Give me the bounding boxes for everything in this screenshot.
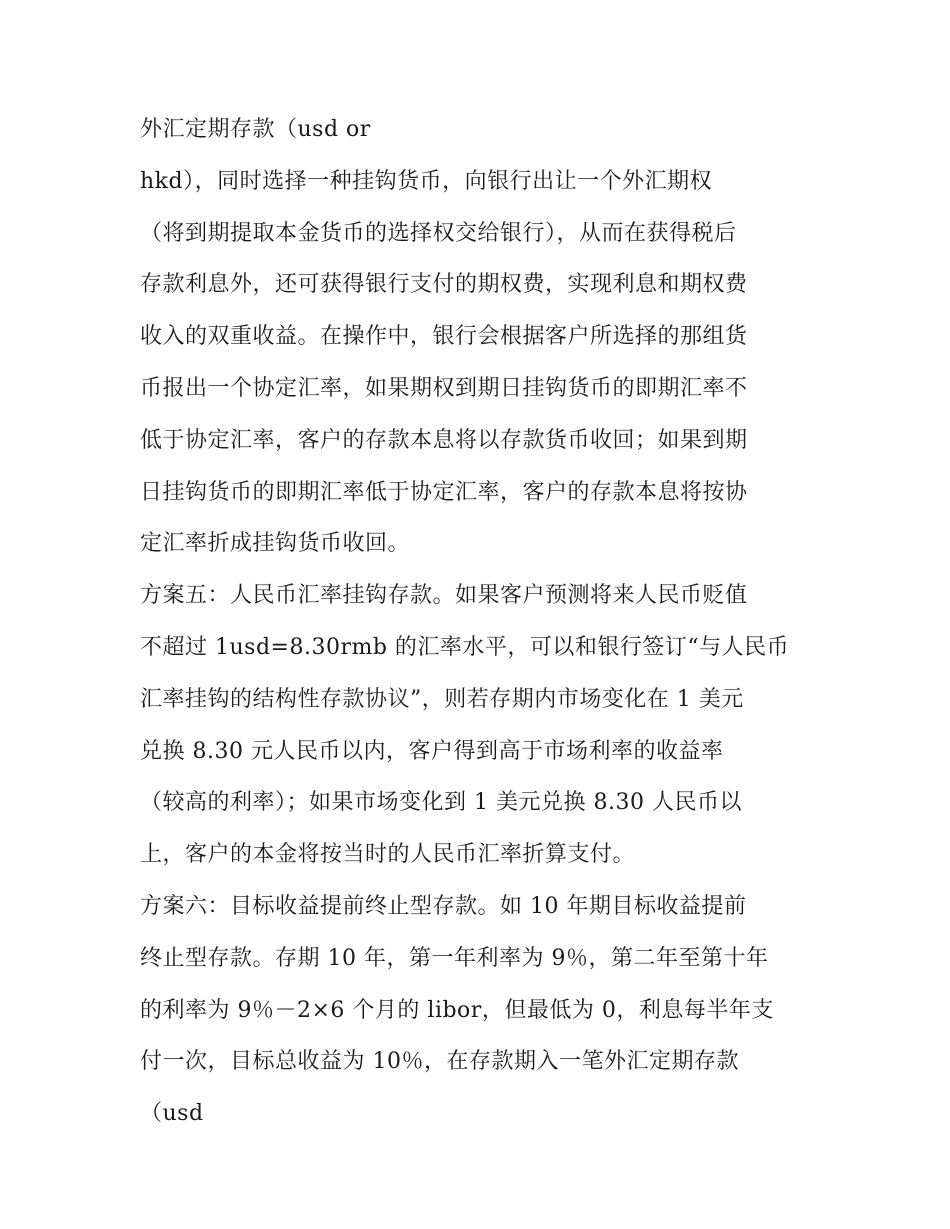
- text-line: 不超过 1usd=8.30rmb 的汇率水平，可以和银行签订“与人民币: [140, 634, 790, 660]
- text-line: 的利率为 9％－2×6 个月的 libor，但最低为 0，利息每半年支: [140, 997, 774, 1023]
- text-line: 方案六：目标收益提前终止型存款。如 10 年期目标收益提前: [140, 893, 747, 919]
- text-line: 兑换 8.30 元人民币以内，客户得到高于市场利率的收益率: [140, 738, 724, 764]
- text-line: （较高的利率）；如果市场变化到 1 美元兑换 8.30 人民币以: [140, 790, 742, 816]
- text-line: 上，客户的本金将按当时的人民币汇率折算支付。: [140, 842, 636, 868]
- text-line: （将到期提取本金货币的选择权交给银行），从而在获得税后: [140, 220, 737, 246]
- text-line: （usd: [140, 1101, 204, 1127]
- text-line: 币报出一个协定汇率，如果期权到期日挂钩货币的即期汇率不: [140, 375, 748, 401]
- document-body: [140, 108, 820, 1144]
- text-line: 汇率挂钩的结构性存款协议”，则若存期内市场变化在 1 美元: [140, 686, 744, 712]
- text-line: hkd），同时选择一种挂钩货币，向银行出让一个外汇期权: [140, 168, 713, 194]
- text-line: 终止型存款。存期 10 年，第一年利率为 9％，第二年至第十年: [140, 945, 769, 971]
- text-line: 付一次，目标总收益为 10％，在存款期入一笔外汇定期存款: [140, 1049, 739, 1075]
- text-line: 日挂钩货币的即期汇率低于协定汇率，客户的存款本息将按协: [140, 479, 748, 505]
- text-line: 低于协定汇率，客户的存款本息将以存款货币收回；如果到期: [140, 427, 748, 453]
- text-line: 存款利息外，还可获得银行支付的期权费，实现利息和期权费: [140, 272, 748, 298]
- text-line: 收入的双重收益。在操作中，银行会根据客户所选择的那组货: [140, 324, 748, 350]
- text-line: 定汇率折成挂钩货币收回。: [140, 531, 411, 557]
- text-line: 外汇定期存款（usd or: [140, 117, 371, 142]
- text-line: 方案五：人民币汇率挂钩存款。如果客户预测将来人民币贬值: [140, 583, 748, 609]
